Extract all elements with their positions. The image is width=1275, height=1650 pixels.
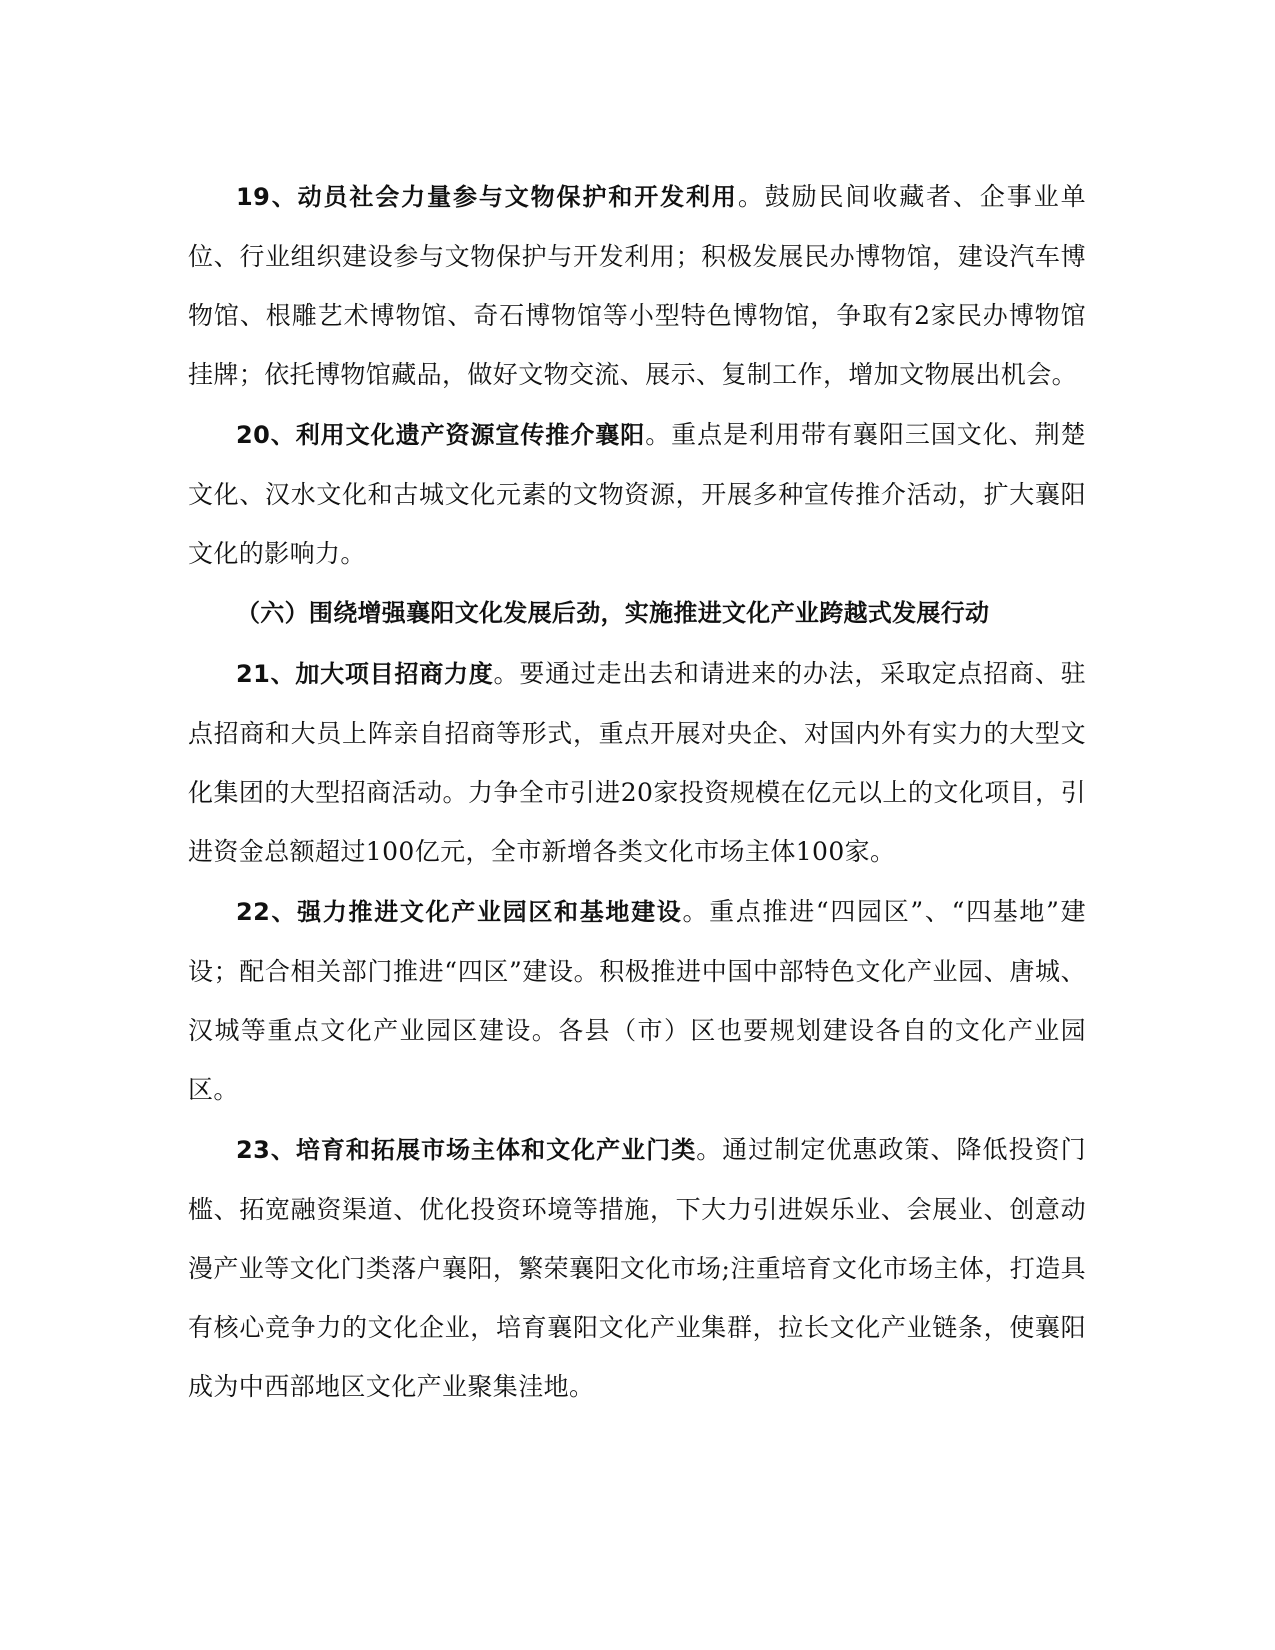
paragraph-text: 。要通过走出去和请进来的办法，采取定点招商、驻点招商和大员上阵亲自招商等形式，重点开展对央企、对国内外有实力的大型文化集团的大型招商活动。力争全市引进20家投资规模在亿元以上的文化项目，引进资金总额超过100亿元，全市新增各类文化市场主体100家。 bbox=[188, 659, 1086, 866]
paragraph-lead: 21、加大项目招商力度 bbox=[236, 660, 494, 688]
paragraph-lead: 19、动员社会力量参与文物保护和开发利用 bbox=[236, 183, 738, 211]
paragraph-text: 。通过制定优惠政策、降低投资门槛、拓宽融资渠道、优化投资环境等措施，下大力引进娱乐业、会展业、创意动漫产业等文化门类落户襄阳，繁荣襄阳文化市场;注重培育文化市场主体，打造具有核心竞争力的文化企业，培育襄阳文化产业集群，拉长文化产业链条，使襄阳成为中西部地区文化产业聚集洼地。 bbox=[188, 1135, 1086, 1401]
paragraph-23 bbox=[188, 1120, 1086, 1416]
paragraph-21 bbox=[188, 644, 1086, 881]
document-body bbox=[188, 167, 1086, 1417]
paragraph-lead: 22、强力推进文化产业园区和基地建设 bbox=[236, 898, 683, 926]
paragraph-20 bbox=[188, 405, 1086, 583]
paragraph-text: 。鼓励民间收藏者、企事业单位、行业组织建设参与文物保护与开发利用；积极发展民办博物馆，建设汽车博物馆、根雕艺术博物馆、奇石博物馆等小型特色博物馆，争取有2家民办博物馆挂牌；依托博物馆藏品，做好文物交流、展示、复制工作，增加文物展出机会。 bbox=[188, 182, 1087, 389]
paragraph-lead: 20、利用文化遗产资源宣传推介襄阳 bbox=[236, 421, 646, 449]
paragraph-22 bbox=[188, 882, 1086, 1119]
section-heading: （六）围绕增强襄阳文化发展后劲，实施推进文化产业跨越式发展行动 bbox=[236, 599, 990, 627]
paragraph-lead: 23、培育和拓展市场主体和文化产业门类 bbox=[236, 1136, 697, 1164]
paragraph-19 bbox=[188, 167, 1086, 404]
paragraph-text: 。重点是利用带有襄阳三国文化、荆楚文化、汉水文化和古城文化元素的文物资源，开展多种宣传推介活动，扩大襄阳文化的影响力。 bbox=[188, 420, 1086, 568]
paragraph-text: 。重点推进“四园区”、“四基地”建设；配合相关部门推进“四区”建设。积极推进中国中部特色文化产业园、唐城、汉城等重点文化产业园区建设。各县（市）区也要规划建设各自的文化产业园区。 bbox=[188, 897, 1086, 1104]
